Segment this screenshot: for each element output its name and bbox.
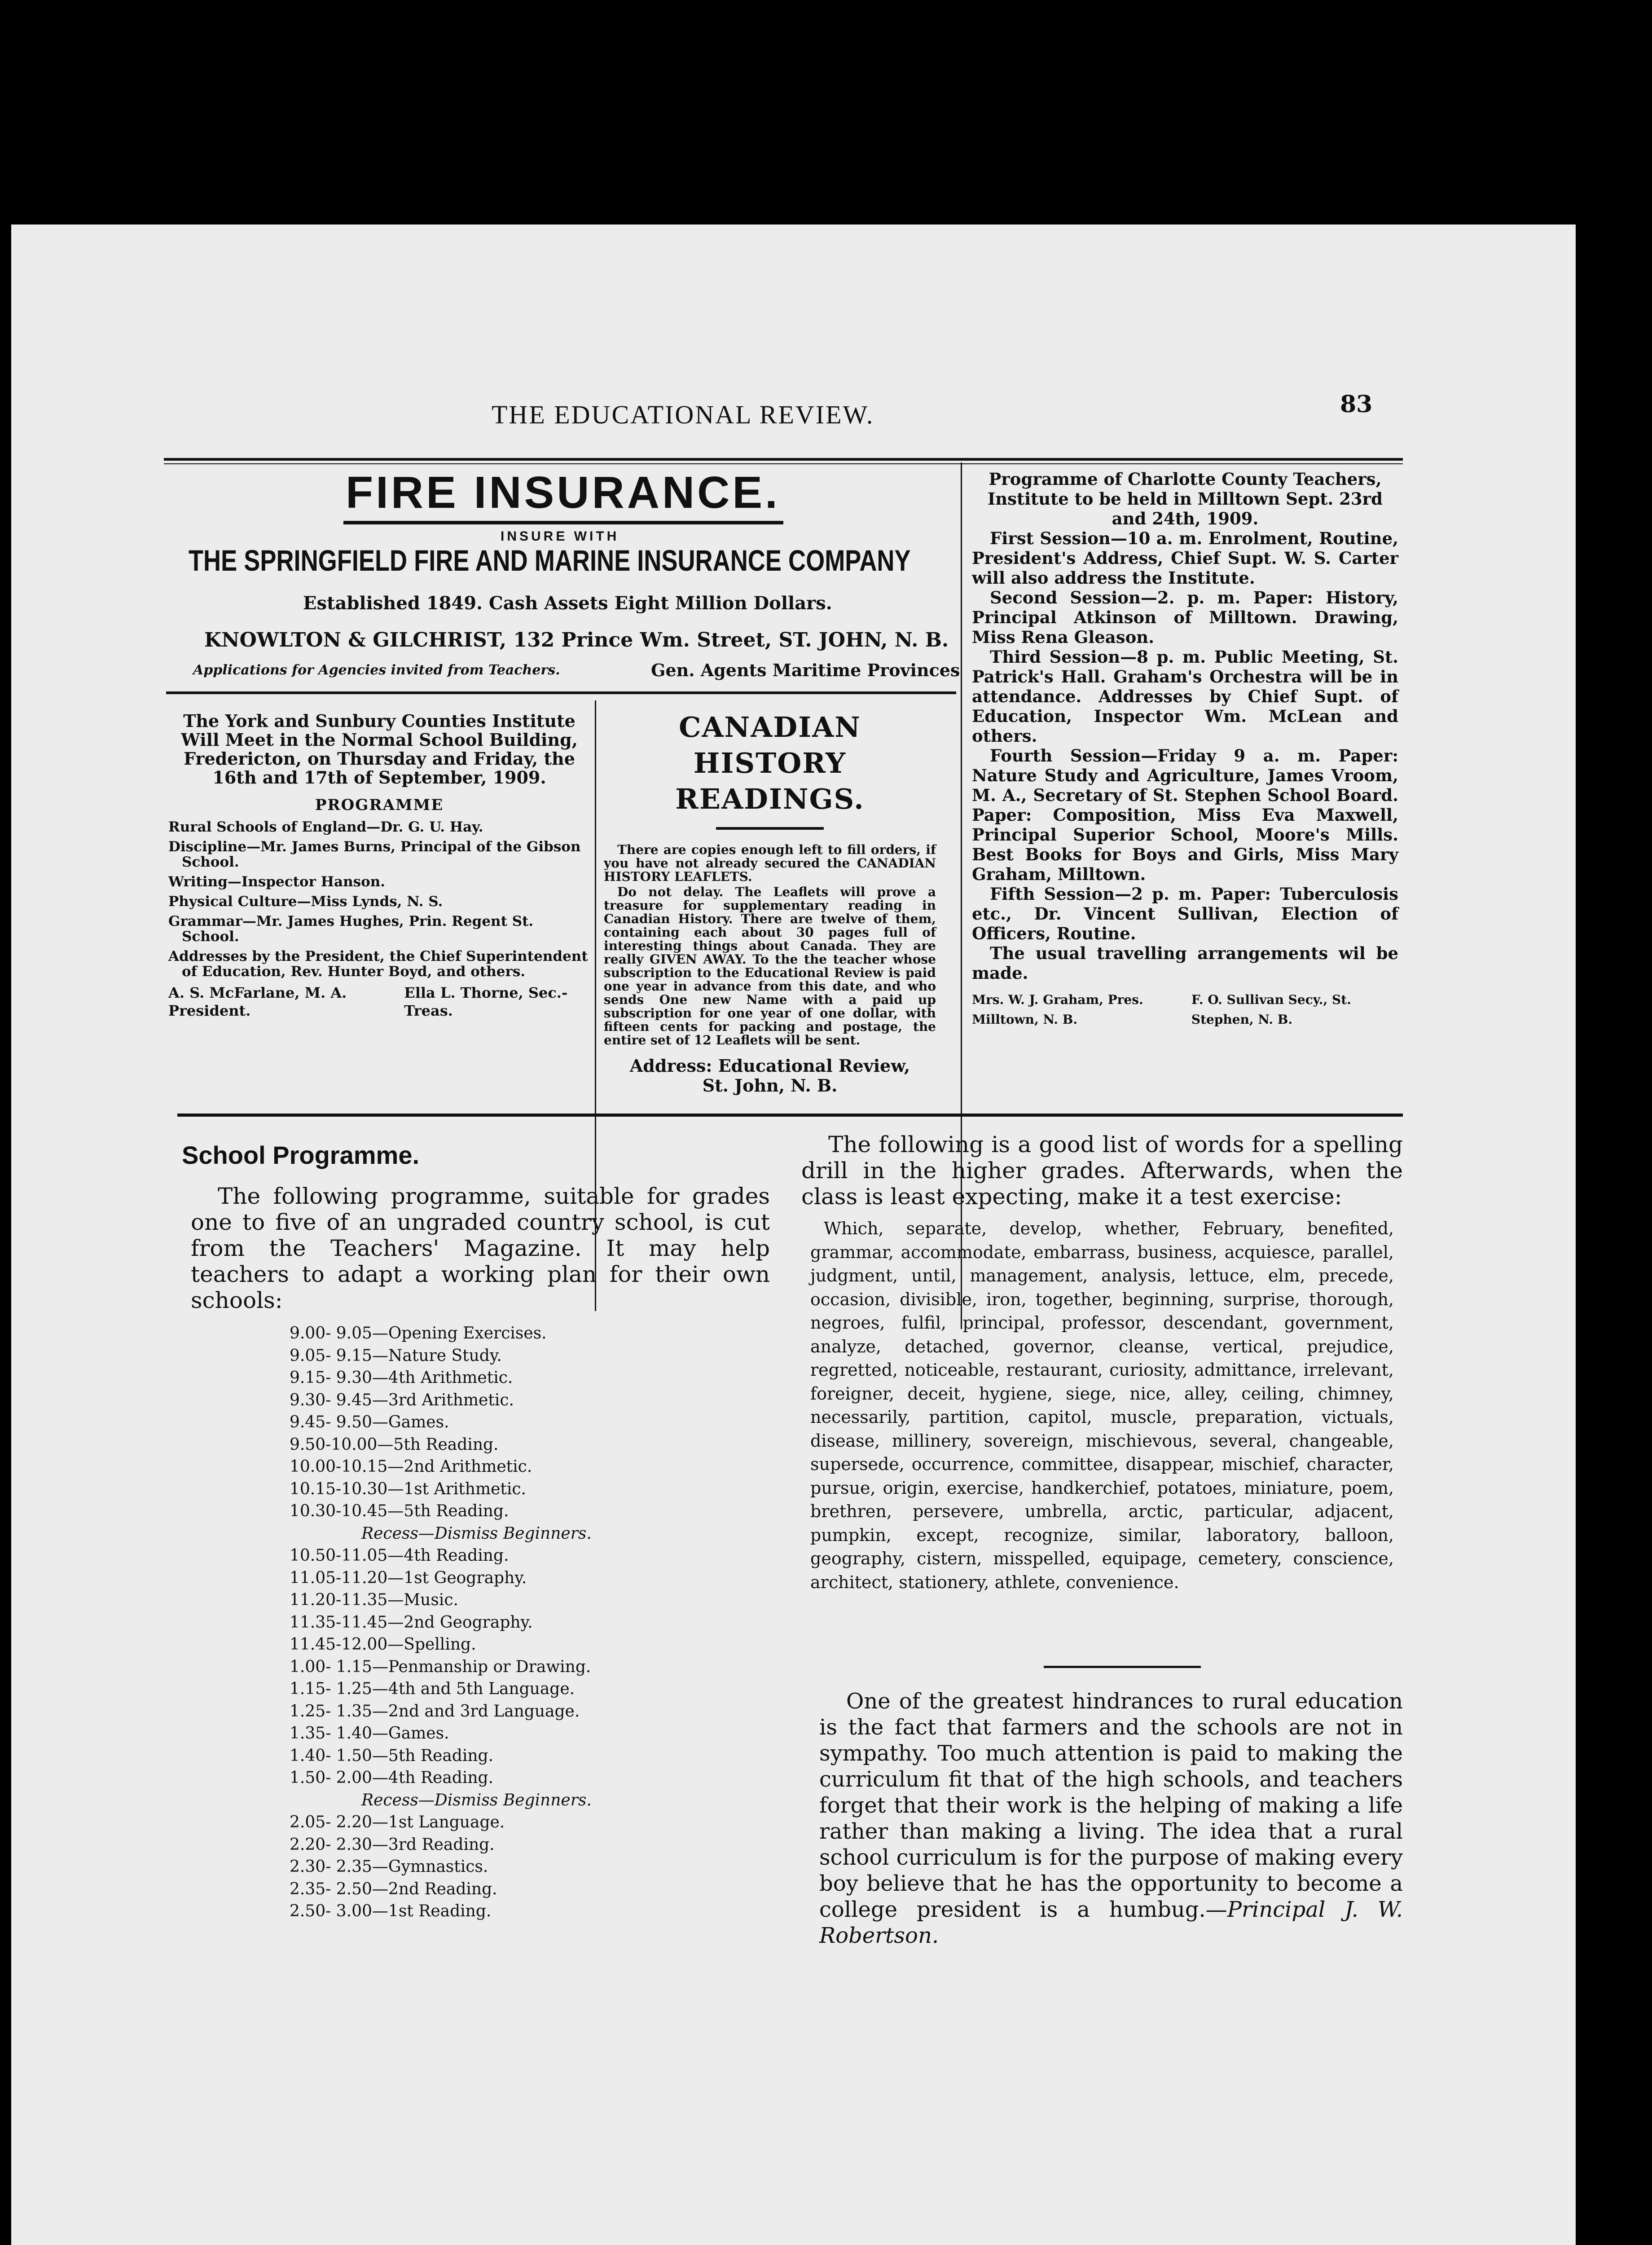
spelling-divider: [1044, 1666, 1201, 1668]
running-header: THE EDUCATIONAL REVIEW.: [492, 400, 874, 429]
hindrances-text: One of the greatest hindrances to rural education is the fact that farmers and the schools are not in sympathy. Too much attention is paid to making the curriculum fit that of the high schools, and teachers forget that their work is the helping of making a life rather than making a living. The idea that a rural school curriculum is for the purpose of making every boy believe that he has the opportunity to become a college president is a humbug.—: [819, 1689, 1403, 1922]
schedule-row: 1.15- 1.25—4th and 5th Language.: [290, 1680, 575, 1698]
schedule-row: 11.35-11.45—2nd Geography.: [290, 1613, 533, 1632]
schedule-row: 9.50-10.00—5th Reading.: [290, 1435, 499, 1454]
programme-item: Writing—Inspector Hanson.: [168, 874, 386, 890]
schedule-row: 9.30- 9.45—3rd Arithmetic.: [290, 1391, 514, 1409]
applications-note: Applications for Agencies invited from Teachers.: [193, 662, 560, 678]
insurance-company-name: THE SPRINGFIELD FIRE AND MARINE INSURANCE COMPANY: [189, 544, 911, 577]
schedule-row: 9.00- 9.05—Opening Exercises.: [290, 1324, 547, 1343]
charlotte-county-programme: [972, 469, 1398, 1030]
spelling-intro: [801, 1131, 1403, 1210]
schedule-row: 10.00-10.15—2nd Arithmetic.: [290, 1457, 532, 1476]
schedule-row: 1.50- 2.00—4th Reading.: [290, 1769, 494, 1787]
schedule-row: 9.05- 9.15—Nature Study.: [290, 1346, 502, 1365]
session-entry: The usual travelling arrangements wil be made.: [972, 943, 1398, 983]
history-paragraph: There are copies enough left to fill orders, if you have not already secured the CANADIAN HISTORY LEAFLETS.: [604, 842, 936, 884]
section-rule: [177, 1114, 1403, 1117]
general-agents-note: Gen. Agents Maritime Provinces: [651, 660, 960, 680]
history-divider: [716, 827, 824, 830]
schedule-row: 2.05- 2.20—1st Language.: [290, 1813, 505, 1831]
schedule-list: [290, 1322, 592, 1923]
intro-paragraph: The following programme, suitable for grades one to five of an ungraded country school, is cut from the Teachers' Magazine. It may help teachers to adapt a working plan for their own schools:: [191, 1183, 770, 1313]
schedule-row: 2.30- 2.35—Gymnastics.: [290, 1858, 488, 1876]
charlotte-title: Programme of Charlotte County Teachers, Institute to be held in Milltown Sept. 23rd and 24th, 1909.: [987, 469, 1383, 528]
schedule-row: 11.20-11.35—Music.: [290, 1591, 458, 1609]
president-signature: A. S. McFarlane, M. A. President.: [168, 984, 347, 1019]
recess-row: Recess—Dismiss Beginners.: [361, 1524, 592, 1543]
schedule-row: 9.15- 9.30—4th Arithmetic.: [290, 1369, 513, 1387]
programme-item: Addresses by the President, the Chief Superintendent of Education, Rev. Hunter Boyd, and others.: [168, 948, 588, 980]
session-entry: Third Session—8 p. m. Public Meeting, St. Patrick's Hall. Graham's Orchestra will be in attendance. Addresses by Chief Supt. of Education, Inspector Wm. McLean and others.: [972, 647, 1398, 746]
history-body: [604, 843, 936, 1047]
schedule-row: 1.25- 1.35—2nd and 3rd Language.: [290, 1702, 580, 1721]
york-sunbury-institute: [168, 712, 590, 1020]
recess-row: Recess—Dismiss Beginners.: [361, 1791, 592, 1809]
fire-title-underline: [343, 521, 783, 524]
programme-heading: PROGRAMME: [315, 796, 444, 814]
history-address-line1: Address: Educational Review,: [629, 1056, 910, 1076]
spelling-words: Which, separate, develop, whether, February, benefited, grammar, accommodate, embarrass, business, acquiesce, parallel, judgment, until, management, analysis, lettuce, elm, precede, occasion, divisible, iron, together, beginning, surprise, thorough, negroes, fulfil, principal, professor, descendant, government, analyze, detached, governor, cleanse, vertical, prejudice, regretted, noticeable, restaurant, curiosity, admittance, irrelevant, foreigner, deceit, hygiene, siege, nice, alley, ceiling, chimney, necessarily, partition, capitol, muscle, preparation, victuals, disease, millinery, sovereign, mischievous, several, changeable, supersede, occurrence, committee, disappear, mischief, character, pursue, origin, exercise, handkerchief, potatoes, miniature, poem, brethren, persevere, umbrella, arctic, particular, adjacent, pumpkin, except, recognize, similar, laboratory, balloon, geography, cistern, misspelled, equipage, cemetery, conscience, architect, stationery, athlete, convenience.: [810, 1219, 1394, 1592]
secretary-signature: Ella L. Thorne, Sec.-Treas.: [404, 984, 568, 1019]
schedule-row: 10.50-11.05—4th Reading.: [290, 1546, 509, 1565]
schedule-row: 11.05-11.20—1st Geography.: [290, 1568, 527, 1587]
school-programme-title: School Programme.: [182, 1141, 420, 1169]
history-title-line2: READINGS.: [675, 783, 865, 815]
agents-address: KNOWLTON & GILCHRIST, 132 Prince Wm. Street, ST. JOHN, N. B.: [204, 629, 949, 651]
top-rule-thin: [164, 463, 1403, 464]
canadian-history-ad: [604, 709, 936, 1096]
history-paragraph: Do not delay. The Leaflets will prove a treasure for supplementary reading in Canadian History. There are twelve of them, containing each about 30 pages full of interesting things about Canada. They are really GIVEN AWAY. To the the teacher whose subscription to the Educational Review is paid one year in advance from this date, and who sends One new Name with a paid up subscription for one year of one dollar, with fifteen cents for packing and postage, the entire set of 12 Leaflets will be sent.: [604, 885, 936, 1048]
magazine-page: [11, 224, 1576, 2245]
schedule-row: 10.15-10.30—1st Arithmetic.: [290, 1479, 526, 1498]
schedule-row: 11.45-12.00—Spelling.: [290, 1635, 476, 1654]
secretary-signature: F. O. Sullivan Secy., St. Stephen, N. B.: [1191, 992, 1351, 1027]
institute-title: The York and Sunbury Counties Institute Will Meet in the Normal School Building, Fredericton, on Thursday and Friday, the 16th and 17th of September, 1909.: [181, 711, 578, 788]
schedule-row: 1.00- 1.15—Penmanship or Drawing.: [290, 1657, 591, 1676]
history-address-line2: St. John, N. B.: [702, 1075, 838, 1096]
schedule-row: 2.35- 2.50—2nd Reading.: [290, 1880, 497, 1898]
schedule-row: 2.50- 3.00—1st Reading.: [290, 1902, 492, 1920]
president-signature: Mrs. W. J. Graham, Pres. Milltown, N. B.: [972, 992, 1143, 1027]
ad-bottom-rule: [166, 691, 956, 694]
session-entry: Fifth Session—2 p. m. Paper: Tuberculosis etc., Dr. Vincent Sullivan, Election of Officers, Routine.: [972, 884, 1398, 943]
programme-item: Physical Culture—Miss Lynds, N. S.: [168, 894, 443, 910]
programme-item: Grammar—Mr. James Hughes, Prin. Regent St. School.: [168, 913, 534, 945]
schedule-row: 1.40- 1.50—5th Reading.: [290, 1746, 494, 1765]
session-entry: First Session—10 a. m. Enrolment, Routine, President's Address, Chief Supt. W. S. Carter will also address the Institute.: [972, 528, 1398, 588]
hindrances-attribution: Principal J. W. Robertson.: [819, 1897, 1403, 1948]
page-number: 83: [1340, 391, 1373, 418]
company-established: Established 1849. Cash Assets Eight Million Dollars.: [303, 593, 832, 614]
schedule-row: 9.45- 9.50—Games.: [290, 1413, 449, 1431]
session-entry: Fourth Session—Friday 9 a. m. Paper: Nature Study and Agriculture, James Vroom, M. A., Secretary of St. Stephen School Board. Paper: Composition, Miss Eva Maxwell, Principal Superior School, Moore's Mills. Best Books for Boys and Girls, Miss Mary Graham, Milltown.: [972, 746, 1398, 884]
charlotte-signatures: [972, 990, 1398, 1030]
history-title-line1: CANADIAN HISTORY: [679, 711, 861, 779]
spelling-intro-paragraph: The following is a good list of words for a spelling drill in the higher grades. Afterwards, when the class is least expecting, make it a test exercise:: [801, 1131, 1403, 1210]
programme-item: Discipline—Mr. James Burns, Principal of the Gibson School.: [168, 839, 581, 870]
programme-item: Rural Schools of England—Dr. G. U. Hay.: [168, 819, 483, 835]
rural-education-paragraph: [819, 1688, 1403, 1949]
spelling-word-list: [810, 1217, 1394, 1594]
schedule-row: 2.20- 2.30—3rd Reading.: [290, 1835, 495, 1854]
session-entry: Second Session—2. p. m. Paper: History, Principal Atkinson of Milltown. Drawing, Miss Rena Gleason.: [972, 588, 1398, 647]
top-rule: [164, 458, 1403, 461]
schedule-row: 1.35- 1.40—Games.: [290, 1724, 449, 1743]
insure-with-label: INSURE WITH: [501, 529, 620, 544]
institute-signatures: [168, 984, 590, 1020]
fire-insurance-title: FIRE INSURANCE.: [346, 467, 780, 518]
school-programme-intro: [191, 1183, 770, 1313]
schedule-row: 10.30-10.45—5th Reading.: [290, 1502, 509, 1520]
